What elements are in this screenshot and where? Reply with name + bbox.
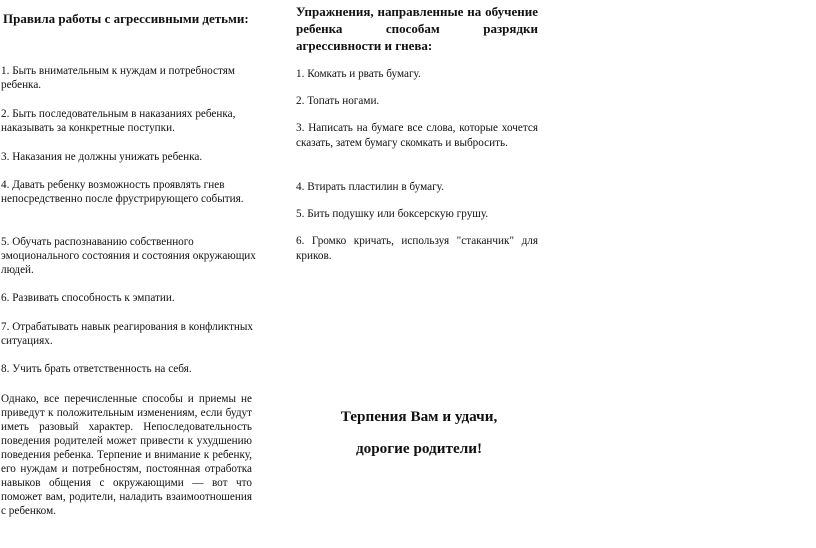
exercise-item: 5. Бить подушку или боксерскую грушу. — [296, 208, 489, 220]
closing-line-2: дорогие родители! — [355, 440, 483, 457]
exercises-title: Упражнения, направленные на обучение ребенка способам разрядки агрессивности и гнева: — [296, 4, 538, 53]
rule-item: 6. Развивать способность к эмпатии. — [1, 292, 175, 304]
blank-panel — [560, 0, 816, 548]
rule-item: 1. Быть внимательным к нуждам и потребностям ребенка. — [1, 65, 235, 91]
conclusion-paragraph: Однако, все перечисленные способы и приемы не приведут к положительным изменениям, если будут иметь разовый характер. Непоследовательность поведения родителей может привести к ухудшению поведения ребенка. Терпение и внимание к ребенку, его нуждам и потребностям, постоянная отработка навыков общения с окружающими — вот что поможет вам, родители, наладить взаимоотношения с ребенком. — [1, 393, 252, 517]
rule-item: 4. Давать ребенку возможность проявлять гнев непосредственно после фрустрирующего события. — [1, 179, 244, 205]
closing-line-1: Терпения Вам и удачи, — [340, 408, 498, 425]
rule-item: 7. Отрабатывать навык реагирования в конфликтных ситуациях. — [1, 321, 253, 347]
exercise-item: 2. Топать ногами. — [296, 95, 380, 107]
rules-column — [0, 0, 262, 548]
exercise-item: 6. Громко кричать, используя "стаканчик" для криков. — [296, 235, 538, 262]
exercise-item: 4. Втирать пластилин в бумагу. — [296, 181, 444, 193]
rule-item: 3. Наказания не должны унижать ребенка. — [1, 151, 203, 163]
exercises-column — [296, 0, 538, 280]
rule-item: 2. Быть последовательным в наказаниях ребенка, наказывать за конкретные поступки. — [1, 108, 236, 134]
rules-title: Правила работы с агрессивными детьми: — [3, 11, 249, 26]
rule-item: 5. Обучать распознаванию собственного эмоционального состояния и состояния окружающих людей. — [1, 236, 256, 276]
rule-item: 8. Учить брать ответственность на себя. — [1, 363, 192, 375]
exercise-item: 1. Комкать и рвать бумагу. — [296, 68, 421, 80]
exercise-item: 3. Написать на бумаге все слова, которые хочется сказать, затем бумагу скомкать и выбросить. — [296, 122, 538, 149]
